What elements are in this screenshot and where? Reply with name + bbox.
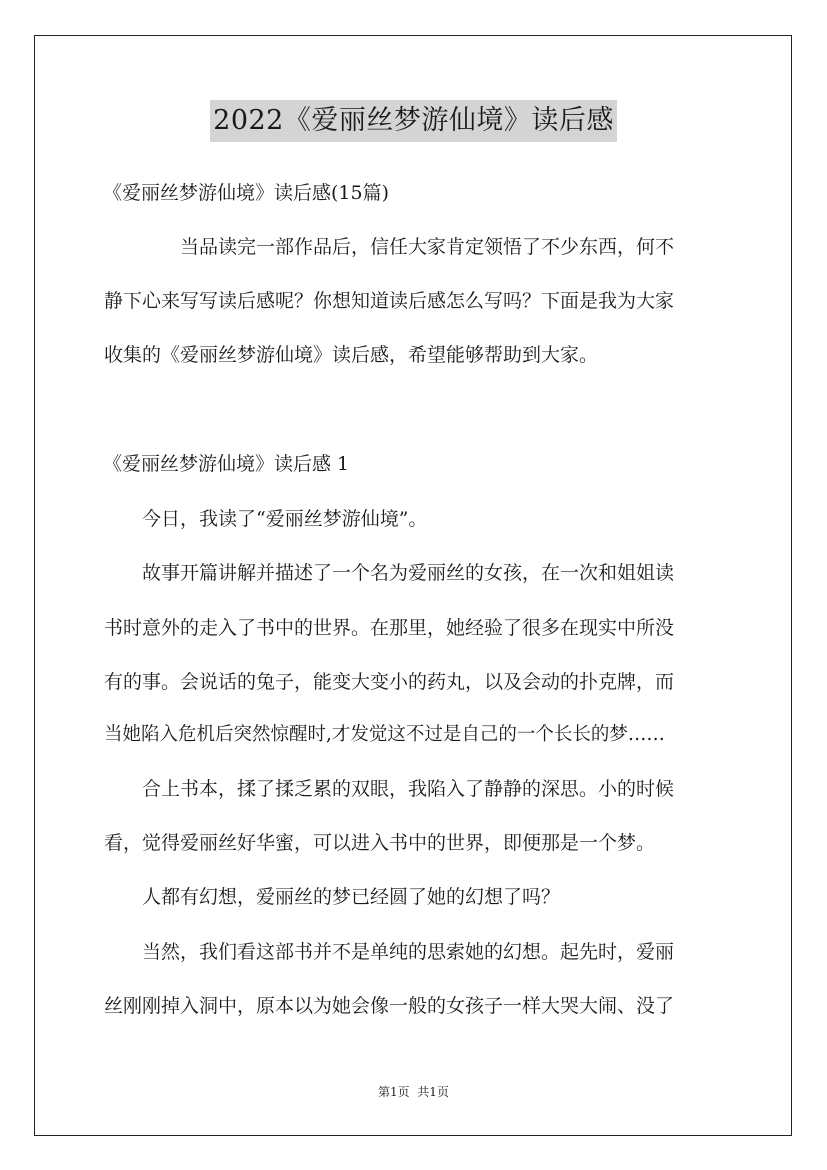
document-subtitle: 《爱丽丝梦游仙境》读后感(15篇) xyxy=(103,182,390,204)
body-line: 人都有幻想，爱丽丝的梦已经圆了她的幻想了吗？ xyxy=(142,886,561,908)
body-line: 有的事。会说话的兔子，能变大变小的药丸，以及会动的扑克牌，而 xyxy=(104,671,675,693)
body-line: 当然，我们看这部书并不是单纯的思索她的幻想。起先时，爱丽 xyxy=(142,941,675,963)
intro-line: 收集的《爱丽丝梦游仙境》读后感，希望能够帮助到大家。 xyxy=(104,344,599,366)
page-footer: 第1页 共1页 xyxy=(378,1085,449,1099)
body-line: 书时意外的走入了书中的世界。在那里，她经验了很多在现实中所没 xyxy=(104,617,675,639)
section-heading: 《爱丽丝梦游仙境》读后感 1 xyxy=(103,453,350,475)
body-line: 合上书本，揉了揉乏累的双眼，我陷入了静静的深思。小的时候 xyxy=(142,778,675,800)
body-line: 今日，我读了“爱丽丝梦游仙境”。 xyxy=(142,508,428,530)
document-title: 2022《爱丽丝梦游仙境》读后感 xyxy=(210,100,617,142)
body-line: 看，觉得爱丽丝好华蜜，可以进入书中的世界，即便那是一个梦。 xyxy=(104,832,656,854)
intro-line: 当品读完一部作品后，信任大家肯定领悟了不少东西，何不 xyxy=(180,236,675,258)
body-line: 当她陷入危机后突然惊醒时,才发觉这不过是自己的一个长长的梦…… xyxy=(104,724,665,745)
title-container xyxy=(0,100,827,142)
intro-line: 静下心来写写读后感呢？你想知道读后感怎么写吗？下面是我为大家 xyxy=(104,290,675,312)
body-line: 故事开篇讲解并描述了一个名为爱丽丝的女孩，在一次和姐姐读 xyxy=(142,562,675,584)
body-line: 丝刚刚掉入洞中，原本以为她会像一般的女孩子一样大哭大闹、没了 xyxy=(104,995,675,1017)
